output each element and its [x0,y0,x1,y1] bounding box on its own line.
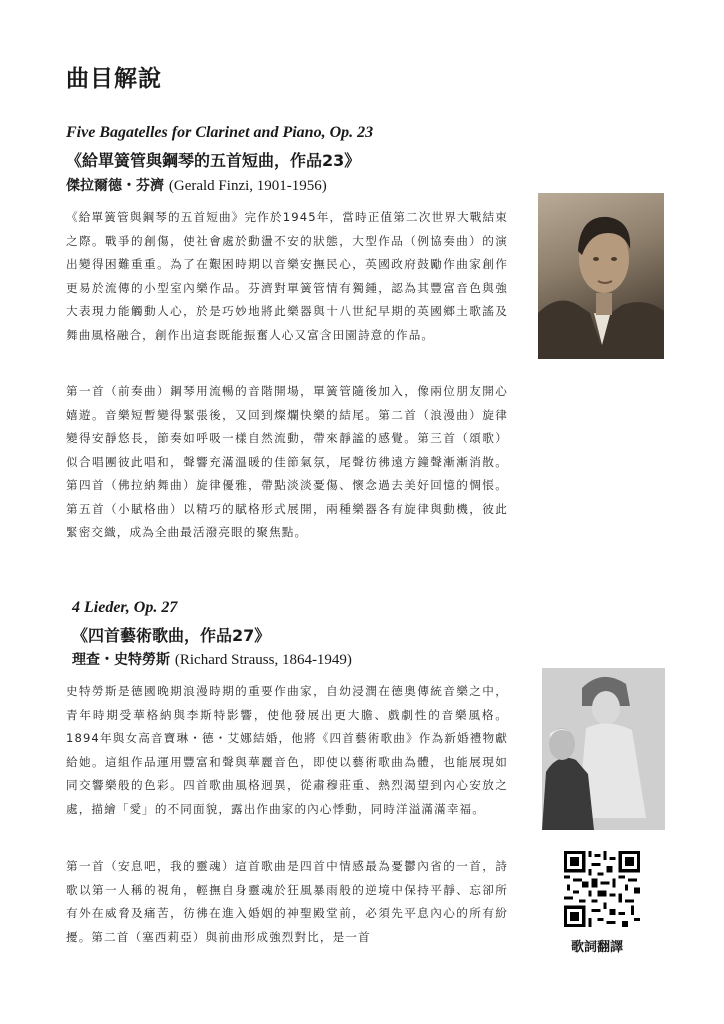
lyrics-qr-code[interactable] [564,851,640,927]
piece2-paragraph-2: 第一首（安息吧，我的靈魂）這首歌曲是四首中情感最為憂鬱內省的一首，詩歌以第一人稱的視角，輕撫自身靈魂於狂風暴雨般的逆境中保持平靜、忘卻所有外在威脅及痛苦，彷彿在進入婚姻的神聖殿堂前，必須先平息內心的所有紛擾。第二首（塞西莉亞）與前曲形成強烈對比，是一首 [66,859,508,944]
piece2-composer-en: (Richard Strauss, 1864-1949) [174,652,352,668]
piece2-composer [72,649,352,669]
piece1-paragraph-1: 《給單簧管與鋼琴的五首短曲》完作於1945年，當時正值第二次世界大戰結束之際。戰爭的創傷，使社會處於動盪不安的狀態，大型作品（例協奏曲）的演出變得困難重重。為了在艱困時期以音樂安撫民心，英國政府鼓勵作曲家創作更易於流傳的小型室內樂作品。芬濟對單簧管情有獨鍾，認為其豐富音色與強大表現力能觸動人心，於是巧妙地將此樂器與十八世紀早期的英國鄉土歌謠及舞曲風格融合，創作出這套既能振奮人心又富含田園詩意的作品。 [66,210,508,342]
piece1-paragraph-2: 第一首（前奏曲）鋼琴用流暢的音階開場，單簧管隨後加入，像兩位朋友開心嬉遊。音樂短暫變得緊張後，又回到燦爛快樂的結尾。第二首（浪漫曲）旋律變得安靜悠長，節奏如呼吸一樣自然流動，帶來靜謐的感覺。第三首（頌歌）似合唱團彼此唱和，聲響充滿溫暖的佳節氣氛，尾聲彷彿遠方鐘聲漸漸消散。第四首（佛拉納舞曲）旋律優雅，帶點淡淡憂傷、懷念過去美好回憶的惆悵。第五首（小賦格曲）以精巧的賦格形式展開，兩種樂器各有旋律與動機，彼此緊密交織，成為全曲最活潑亮眼的聚焦點。 [66,384,508,539]
qr-label: 歌詞翻譯 [571,940,624,955]
piece2-composer-zh: 理查・史特勞斯 [72,652,175,668]
piece1-title-zh: 《給單簧管與鋼琴的五首短曲，作品23》 [66,151,361,170]
piece2-title-en: 4 Lieder, Op. 27 [72,599,178,616]
finzi-portrait [538,193,664,359]
strauss-couple-photo [542,668,665,830]
piece2-title-zh: 《四首藝術歌曲，作品27》 [72,626,271,645]
piece1-composer [66,175,327,195]
page-title: 曲目解說 [66,66,162,92]
piece1-title-en: Five Bagatelles for Clarinet and Piano, Op. 23 [66,124,374,141]
piece2-paragraph-1: 史特勞斯是德國晚期浪漫時期的重要作曲家，自幼浸潤在德奧傳統音樂之中，青年時期受華格納與李斯特影響，使他發展出更大膽、戲劇性的音樂風格。1894年與女高音寶琳・德・艾娜結婚，他將《四首藝術歌曲》作為新婚禮物獻給她。這組作品運用豐富和聲與華麗音色，即使以藝術歌曲為體，也能展現如同交響樂般的色彩。四首歌曲風格迥異，從肅穆莊重、熱烈渴望到內心安放之處，描繪「愛」的不同面貌，露出作曲家的內心悸動，同時洋溢滿滿幸福。 [66,684,508,816]
piece1-composer-en: (Gerald Finzi, 1901-1956) [168,178,327,194]
piece1-composer-zh: 傑拉爾德・芬濟 [66,178,169,194]
